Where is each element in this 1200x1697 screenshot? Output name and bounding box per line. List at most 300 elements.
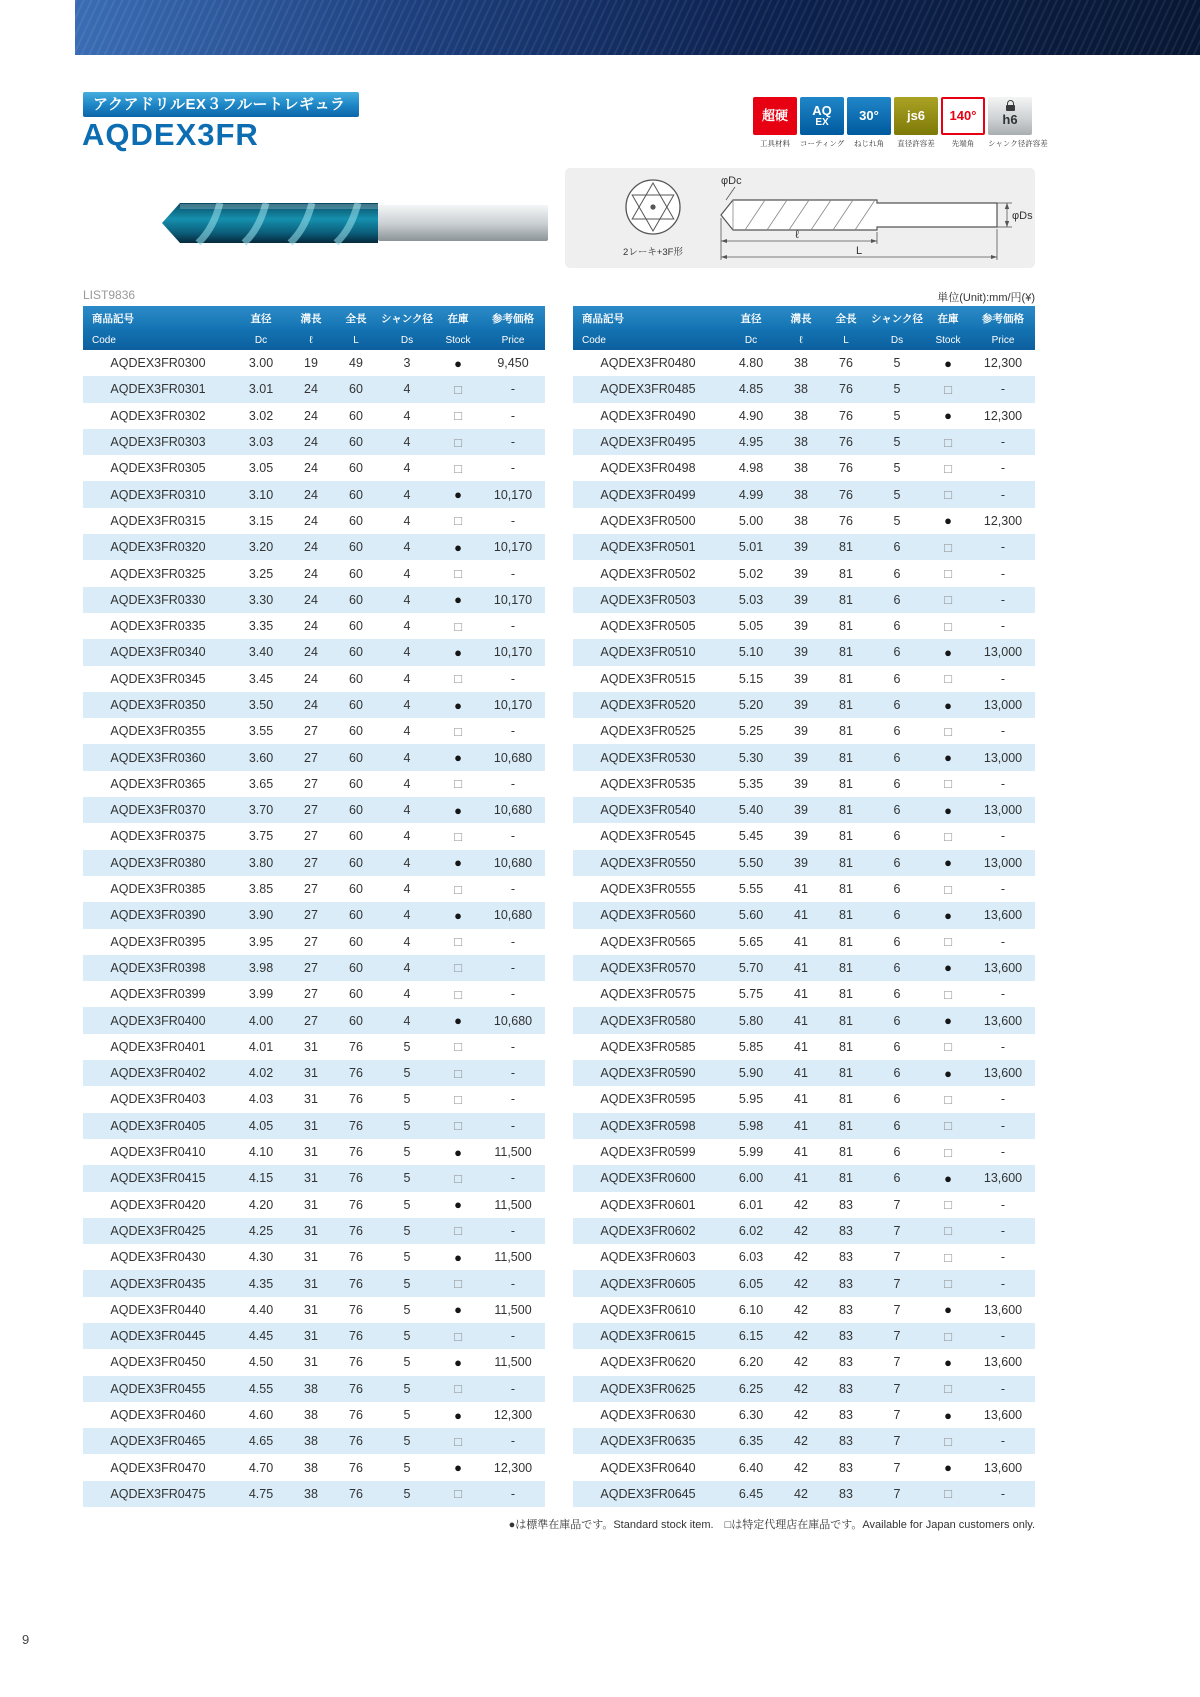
shank-dia-cell: 6: [893, 592, 901, 607]
table-row: [83, 1139, 545, 1165]
overall-length-cell: 83: [839, 1223, 853, 1238]
stock-cell: □: [944, 381, 952, 397]
col-header-price-en: Price: [971, 331, 1035, 350]
stock-cell: ●: [454, 907, 462, 923]
stock-cell: ●: [454, 697, 462, 713]
price-cell: -: [510, 513, 516, 528]
table-row: [573, 771, 1035, 797]
code-cell: AQDEX3FR0555: [600, 882, 696, 897]
dc-cell: 5.99: [738, 1145, 764, 1160]
dc-cell: 3.35: [248, 619, 274, 634]
shank-dia-cell: 6: [893, 1171, 901, 1186]
code-cell: AQDEX3FR0560: [600, 908, 696, 923]
col-header-stock-en: Stock: [435, 331, 481, 350]
code-cell: AQDEX3FR0615: [600, 1329, 696, 1344]
flute-length-cell: 39: [794, 829, 808, 844]
price-cell: -: [1000, 382, 1006, 397]
table-row: [83, 534, 545, 560]
stock-cell: □: [944, 1433, 952, 1449]
dc-cell: 5.50: [738, 855, 764, 870]
code-cell: AQDEX3FR0315: [110, 513, 206, 528]
stock-cell: □: [454, 381, 462, 397]
price-cell: -: [1000, 1092, 1006, 1107]
shank-dia-cell: 5: [403, 1408, 411, 1423]
stock-cell: □: [454, 566, 462, 582]
dc-cell: 3.85: [248, 882, 274, 897]
flute-length-cell: 27: [304, 724, 318, 739]
dc-cell: 5.98: [738, 1118, 764, 1133]
code-cell: AQDEX3FR0575: [600, 987, 696, 1002]
shank-dia-cell: 4: [403, 908, 411, 923]
col-header-oal-en: L: [333, 331, 379, 350]
code-cell: AQDEX3FR0510: [600, 645, 696, 660]
table-row: [83, 1454, 545, 1480]
flute-length-cell: 42: [794, 1223, 808, 1238]
overall-length-cell: 81: [839, 540, 853, 555]
shank-dia-cell: 5: [893, 435, 901, 450]
stock-cell: ●: [944, 513, 952, 529]
overall-length-cell: 81: [839, 750, 853, 765]
shank-dia-cell: 7: [893, 1276, 901, 1291]
dc-cell: 5.65: [738, 934, 764, 949]
stock-cell: ●: [454, 1460, 462, 1476]
price-cell: 12,300: [983, 513, 1023, 528]
flute-length-cell: 31: [304, 1171, 318, 1186]
table-row: [573, 508, 1035, 534]
shank-dia-cell: 4: [403, 698, 411, 712]
table-row: [573, 455, 1035, 481]
shank-dia-cell: 5: [893, 513, 901, 528]
code-cell: AQDEX3FR0430: [110, 1250, 206, 1265]
price-cell: 13,600: [983, 908, 1023, 923]
page-number: 9: [22, 1632, 30, 1647]
price-cell: 13,600: [983, 1460, 1023, 1475]
shank-dia-cell: 4: [403, 882, 411, 897]
stock-cell: ●: [454, 539, 462, 555]
overall-length-cell: 76: [839, 382, 853, 397]
code-cell: AQDEX3FR0585: [600, 1039, 696, 1054]
table-row: [83, 1481, 545, 1507]
table-row: [83, 955, 545, 981]
overall-length-cell: 49: [349, 356, 363, 371]
stock-cell: □: [944, 934, 952, 950]
code-cell: AQDEX3FR0365: [110, 776, 206, 791]
table-row: [573, 1428, 1035, 1454]
dc-cell: 4.03: [248, 1092, 274, 1107]
flute-length-cell: 38: [304, 1434, 318, 1449]
overall-length-cell: 76: [839, 408, 853, 423]
dc-cell: 4.35: [248, 1276, 274, 1291]
badge-sub-label: ねじれ角: [854, 139, 884, 148]
shank-dia-cell: 5: [893, 461, 901, 476]
price-cell: -: [510, 1223, 516, 1238]
table-row: [83, 455, 545, 481]
price-cell: -: [1000, 776, 1006, 791]
shank-dia-cell: 6: [893, 1118, 901, 1133]
flute-length-cell: 27: [304, 934, 318, 949]
flute-length-cell: 24: [304, 619, 318, 634]
code-cell: AQDEX3FR0495: [600, 435, 696, 450]
dc-cell: 4.00: [248, 1013, 274, 1028]
overall-length-cell: 60: [349, 382, 363, 397]
table-row: [573, 1454, 1035, 1480]
stock-cell: ●: [454, 1197, 462, 1213]
flute-length-cell: 27: [304, 803, 318, 818]
col-header-price-jp: 参考価格: [481, 306, 545, 331]
code-cell: AQDEX3FR0455: [110, 1381, 206, 1396]
code-cell: AQDEX3FR0498: [600, 461, 696, 476]
table-row: [573, 350, 1035, 376]
table-row: [573, 1481, 1035, 1507]
stock-cell: □: [454, 1039, 462, 1055]
table-row: [83, 639, 545, 665]
dc-cell: 5.20: [738, 698, 764, 712]
dc-cell: 3.05: [248, 461, 274, 476]
code-cell: AQDEX3FR0375: [110, 829, 206, 844]
dc-cell: 5.01: [738, 540, 764, 555]
table-row: [83, 744, 545, 770]
flute-length-cell: 41: [794, 1118, 808, 1133]
shank-dia-cell: 5: [403, 1486, 411, 1501]
code-cell: AQDEX3FR0445: [110, 1329, 206, 1344]
flute-length-cell: 39: [794, 855, 808, 870]
dc-cell: 5.85: [738, 1039, 764, 1054]
table-row: [573, 587, 1035, 613]
code-cell: AQDEX3FR0360: [110, 750, 206, 765]
dc-cell: 3.15: [248, 513, 274, 528]
flute-length-cell: 41: [794, 1145, 808, 1160]
table-row: [83, 929, 545, 955]
shank-dia-cell: 5: [893, 382, 901, 397]
flute-length-cell: 31: [304, 1329, 318, 1344]
dc-cell: 4.99: [738, 487, 764, 502]
dc-cell: 3.90: [248, 908, 274, 923]
shank-dia-cell: 5: [403, 1434, 411, 1449]
table-row: [573, 1376, 1035, 1402]
overall-length-cell: 60: [349, 803, 363, 818]
dc-cell: 6.10: [738, 1302, 764, 1317]
shank-dia-cell: 6: [893, 724, 901, 739]
shank-dia-cell: 6: [893, 960, 901, 975]
spec-badge-blue: [847, 97, 891, 149]
dc-cell: 4.45: [248, 1329, 274, 1344]
overall-length-cell: 81: [839, 1013, 853, 1028]
stock-cell: □: [944, 539, 952, 555]
flute-length-cell: 24: [304, 435, 318, 450]
shank-dia-cell: 5: [403, 1355, 411, 1370]
code-cell: AQDEX3FR0603: [600, 1250, 696, 1265]
shank-dia-cell: 4: [403, 671, 411, 686]
overall-length-cell: 76: [349, 1381, 363, 1396]
shank-dia-cell: 6: [893, 1039, 901, 1054]
flute-length-cell: 38: [794, 382, 808, 397]
col-header-price-jp: 参考価格: [971, 306, 1035, 331]
badge-sub-label: 先端角: [951, 139, 975, 148]
shank-dia-cell: 6: [893, 671, 901, 686]
dc-cell: 6.45: [738, 1486, 764, 1501]
stock-cell: ●: [454, 1302, 462, 1318]
code-cell: AQDEX3FR0370: [110, 803, 206, 818]
flute-length-cell: 42: [794, 1355, 808, 1370]
dc-cell: 5.70: [738, 960, 764, 975]
stock-cell: □: [454, 1328, 462, 1344]
price-cell: 10,170: [493, 487, 533, 502]
table-row: [83, 1192, 545, 1218]
code-cell: AQDEX3FR0580: [600, 1013, 696, 1028]
dc-cell: 5.35: [738, 776, 764, 791]
code-cell: AQDEX3FR0425: [110, 1223, 206, 1238]
flute-length-cell: 42: [794, 1486, 808, 1501]
dc-cell: 4.85: [738, 382, 764, 397]
price-cell: 10,170: [493, 698, 533, 712]
overall-length-cell: 81: [839, 934, 853, 949]
stock-cell: ●: [944, 697, 952, 713]
overall-length-cell: 60: [349, 566, 363, 581]
shank-dia-cell: 4: [403, 592, 411, 607]
list-number: LIST9836: [83, 288, 136, 302]
flute-length-cell: 24: [304, 382, 318, 397]
table-row: [83, 902, 545, 928]
dc-cell: 3.80: [248, 855, 274, 870]
dc-cell: 3.10: [248, 487, 274, 502]
stock-cell: ●: [944, 1065, 952, 1081]
dc-cell: 4.75: [248, 1486, 274, 1501]
code-cell: AQDEX3FR0320: [110, 540, 206, 555]
stock-cell: □: [944, 1223, 952, 1239]
badge-label: 140°: [949, 108, 977, 124]
price-cell: -: [1000, 619, 1006, 634]
price-cell: -: [1000, 1197, 1006, 1212]
col-header-oal-jp: 全長: [823, 306, 869, 331]
stock-cell: □: [454, 1118, 462, 1134]
stock-cell: ●: [944, 907, 952, 923]
table-row: [83, 1376, 545, 1402]
dc-cell: 6.00: [738, 1171, 764, 1186]
overall-length-cell: 60: [349, 934, 363, 949]
dc-cell: 5.25: [738, 724, 764, 739]
dc-cell: 5.03: [738, 592, 764, 607]
code-cell: AQDEX3FR0480: [600, 356, 696, 371]
price-cell: -: [510, 1486, 516, 1501]
flute-length-cell: 24: [304, 513, 318, 528]
code-cell: AQDEX3FR0610: [600, 1302, 696, 1317]
col-header-flute-en: ℓ: [289, 331, 333, 350]
stock-cell: □: [944, 1249, 952, 1265]
table-row: [83, 1402, 545, 1428]
flute-length-cell: 27: [304, 750, 318, 765]
table-row: [573, 823, 1035, 849]
dc-cell: 4.01: [248, 1039, 274, 1054]
overall-length-cell: 60: [349, 1013, 363, 1028]
price-cell: -: [510, 724, 516, 739]
table-row: [573, 1139, 1035, 1165]
overall-length-cell: 81: [839, 1039, 853, 1054]
shank-dia-cell: 6: [893, 645, 901, 660]
col-header-code-jp: 商品記号: [573, 306, 723, 331]
table-row: [83, 1349, 545, 1375]
table-row: [83, 692, 545, 718]
shank-dia-cell: 5: [403, 1197, 411, 1212]
flute-length-cell: 24: [304, 645, 318, 660]
dc-cell: 4.02: [248, 1066, 274, 1081]
code-cell: AQDEX3FR0390: [110, 908, 206, 923]
flute-length-cell: 31: [304, 1066, 318, 1081]
code-cell: AQDEX3FR0601: [600, 1197, 696, 1212]
dc-cell: 3.55: [248, 724, 274, 739]
stock-cell: ●: [944, 644, 952, 660]
dc-cell: 6.02: [738, 1223, 764, 1238]
dc-cell: 3.30: [248, 592, 274, 607]
dim-dc-label: φDc: [721, 175, 742, 187]
stock-cell: ●: [454, 1407, 462, 1423]
overall-length-cell: 60: [349, 829, 363, 844]
price-cell: 13,000: [983, 645, 1023, 660]
overall-length-cell: 60: [349, 645, 363, 660]
flute-length-cell: 41: [794, 882, 808, 897]
stock-cell: □: [454, 986, 462, 1002]
flute-length-cell: 42: [794, 1434, 808, 1449]
code-cell: AQDEX3FR0620: [600, 1355, 696, 1370]
dc-cell: 3.75: [248, 829, 274, 844]
stock-cell: ●: [944, 1460, 952, 1476]
shank-dia-cell: 7: [893, 1381, 901, 1396]
shank-dia-cell: 3: [403, 356, 411, 371]
shank-dia-cell: 5: [893, 408, 901, 423]
table-row: [83, 666, 545, 692]
price-cell: 13,000: [983, 855, 1023, 870]
dc-cell: 5.60: [738, 908, 764, 923]
stock-cell: □: [454, 881, 462, 897]
code-cell: AQDEX3FR0475: [110, 1486, 206, 1501]
shank-dia-cell: 5: [403, 1223, 411, 1238]
table-row: [573, 744, 1035, 770]
stock-cell: ●: [454, 355, 462, 371]
shank-dia-cell: 5: [893, 487, 901, 502]
price-cell: 13,600: [983, 1408, 1023, 1423]
price-cell: 13,600: [983, 1013, 1023, 1028]
dc-cell: 4.95: [738, 435, 764, 450]
dc-cell: 6.20: [738, 1355, 764, 1370]
series-title: アクアドリルEX３フルートレギュラ: [83, 92, 359, 117]
table-row: [573, 1244, 1035, 1270]
flute-length-cell: 31: [304, 1092, 318, 1107]
overall-length-cell: 81: [839, 1171, 853, 1186]
table-row: [83, 1297, 545, 1323]
code-cell: AQDEX3FR0540: [600, 803, 696, 818]
shank-dia-cell: 4: [403, 803, 411, 818]
badge-sub-label: 工具材料: [760, 139, 790, 148]
price-cell: -: [510, 1276, 516, 1291]
code-cell: AQDEX3FR0340: [110, 645, 206, 660]
badge-box: [800, 97, 844, 135]
overall-length-cell: 83: [839, 1197, 853, 1212]
badge-label: 超硬: [761, 108, 788, 124]
table-row: [83, 1034, 545, 1060]
price-cell: 10,680: [493, 908, 533, 923]
flute-length-cell: 39: [794, 776, 808, 791]
price-cell: -: [510, 1039, 516, 1054]
table-header: [83, 306, 545, 350]
price-cell: 12,300: [983, 408, 1023, 423]
table-row: [83, 376, 545, 402]
shank-dia-cell: 4: [403, 513, 411, 528]
price-cell: 10,170: [493, 592, 533, 607]
shank-dia-cell: 7: [893, 1197, 901, 1212]
overall-length-cell: 81: [839, 566, 853, 581]
stock-cell: □: [944, 881, 952, 897]
flute-length-cell: 24: [304, 566, 318, 581]
table-row: [83, 508, 545, 534]
code-cell: AQDEX3FR0405: [110, 1118, 206, 1133]
overall-length-cell: 60: [349, 487, 363, 502]
code-cell: AQDEX3FR0303: [110, 435, 206, 450]
stock-cell: □: [944, 986, 952, 1002]
code-cell: AQDEX3FR0520: [600, 698, 696, 712]
table-row: [573, 981, 1035, 1007]
price-cell: -: [1000, 461, 1006, 476]
shank-dia-cell: 7: [893, 1223, 901, 1238]
overall-length-cell: 76: [839, 356, 853, 371]
price-cell: -: [510, 1118, 516, 1133]
price-cell: -: [510, 776, 516, 791]
table-row: [573, 1113, 1035, 1139]
col-header-stock-jp: 在庫: [435, 306, 481, 331]
overall-length-cell: 60: [349, 908, 363, 923]
stock-cell: □: [454, 1065, 462, 1081]
overall-length-cell: 60: [349, 619, 363, 634]
price-cell: -: [510, 829, 516, 844]
table-row: [573, 1323, 1035, 1349]
col-header-oal-en: L: [823, 331, 869, 350]
flute-length-cell: 24: [304, 461, 318, 476]
overall-length-cell: 60: [349, 540, 363, 555]
shank-dia-cell: 6: [893, 882, 901, 897]
shank-dia-cell: 5: [403, 1276, 411, 1291]
overall-length-cell: 83: [839, 1460, 853, 1475]
stock-cell: □: [454, 408, 462, 424]
dc-cell: 4.80: [738, 356, 764, 371]
price-cell: 9,450: [497, 356, 529, 371]
dc-cell: 6.15: [738, 1329, 764, 1344]
shank-dia-cell: 6: [893, 1066, 901, 1081]
code-cell: AQDEX3FR0565: [600, 934, 696, 949]
dc-cell: 4.55: [248, 1381, 274, 1396]
code-cell: AQDEX3FR0410: [110, 1145, 206, 1160]
dimension-diagram: [565, 168, 1035, 268]
price-cell: -: [1000, 435, 1006, 450]
shank-dia-cell: 5: [403, 1118, 411, 1133]
dc-cell: 4.90: [738, 408, 764, 423]
stock-cell: ●: [454, 802, 462, 818]
shank-dia-cell: 7: [893, 1250, 901, 1265]
stock-cell: □: [454, 776, 462, 792]
col-header-shank-jp: シャンク径: [379, 306, 435, 331]
code-cell: AQDEX3FR0490: [600, 408, 696, 423]
flute-length-cell: 39: [794, 645, 808, 660]
code-cell: AQDEX3FR0345: [110, 671, 206, 686]
overall-length-cell: 81: [839, 987, 853, 1002]
code-cell: AQDEX3FR0602: [600, 1223, 696, 1238]
dc-cell: 3.25: [248, 566, 274, 581]
drill-photo: [158, 190, 553, 261]
stock-cell: □: [454, 1223, 462, 1239]
shank-dia-cell: 5: [893, 356, 901, 371]
flute-length-cell: 38: [794, 461, 808, 476]
code-cell: AQDEX3FR0503: [600, 592, 696, 607]
dc-cell: 3.03: [248, 435, 274, 450]
spec-badge-red: [753, 97, 797, 149]
overall-length-cell: 81: [839, 671, 853, 686]
